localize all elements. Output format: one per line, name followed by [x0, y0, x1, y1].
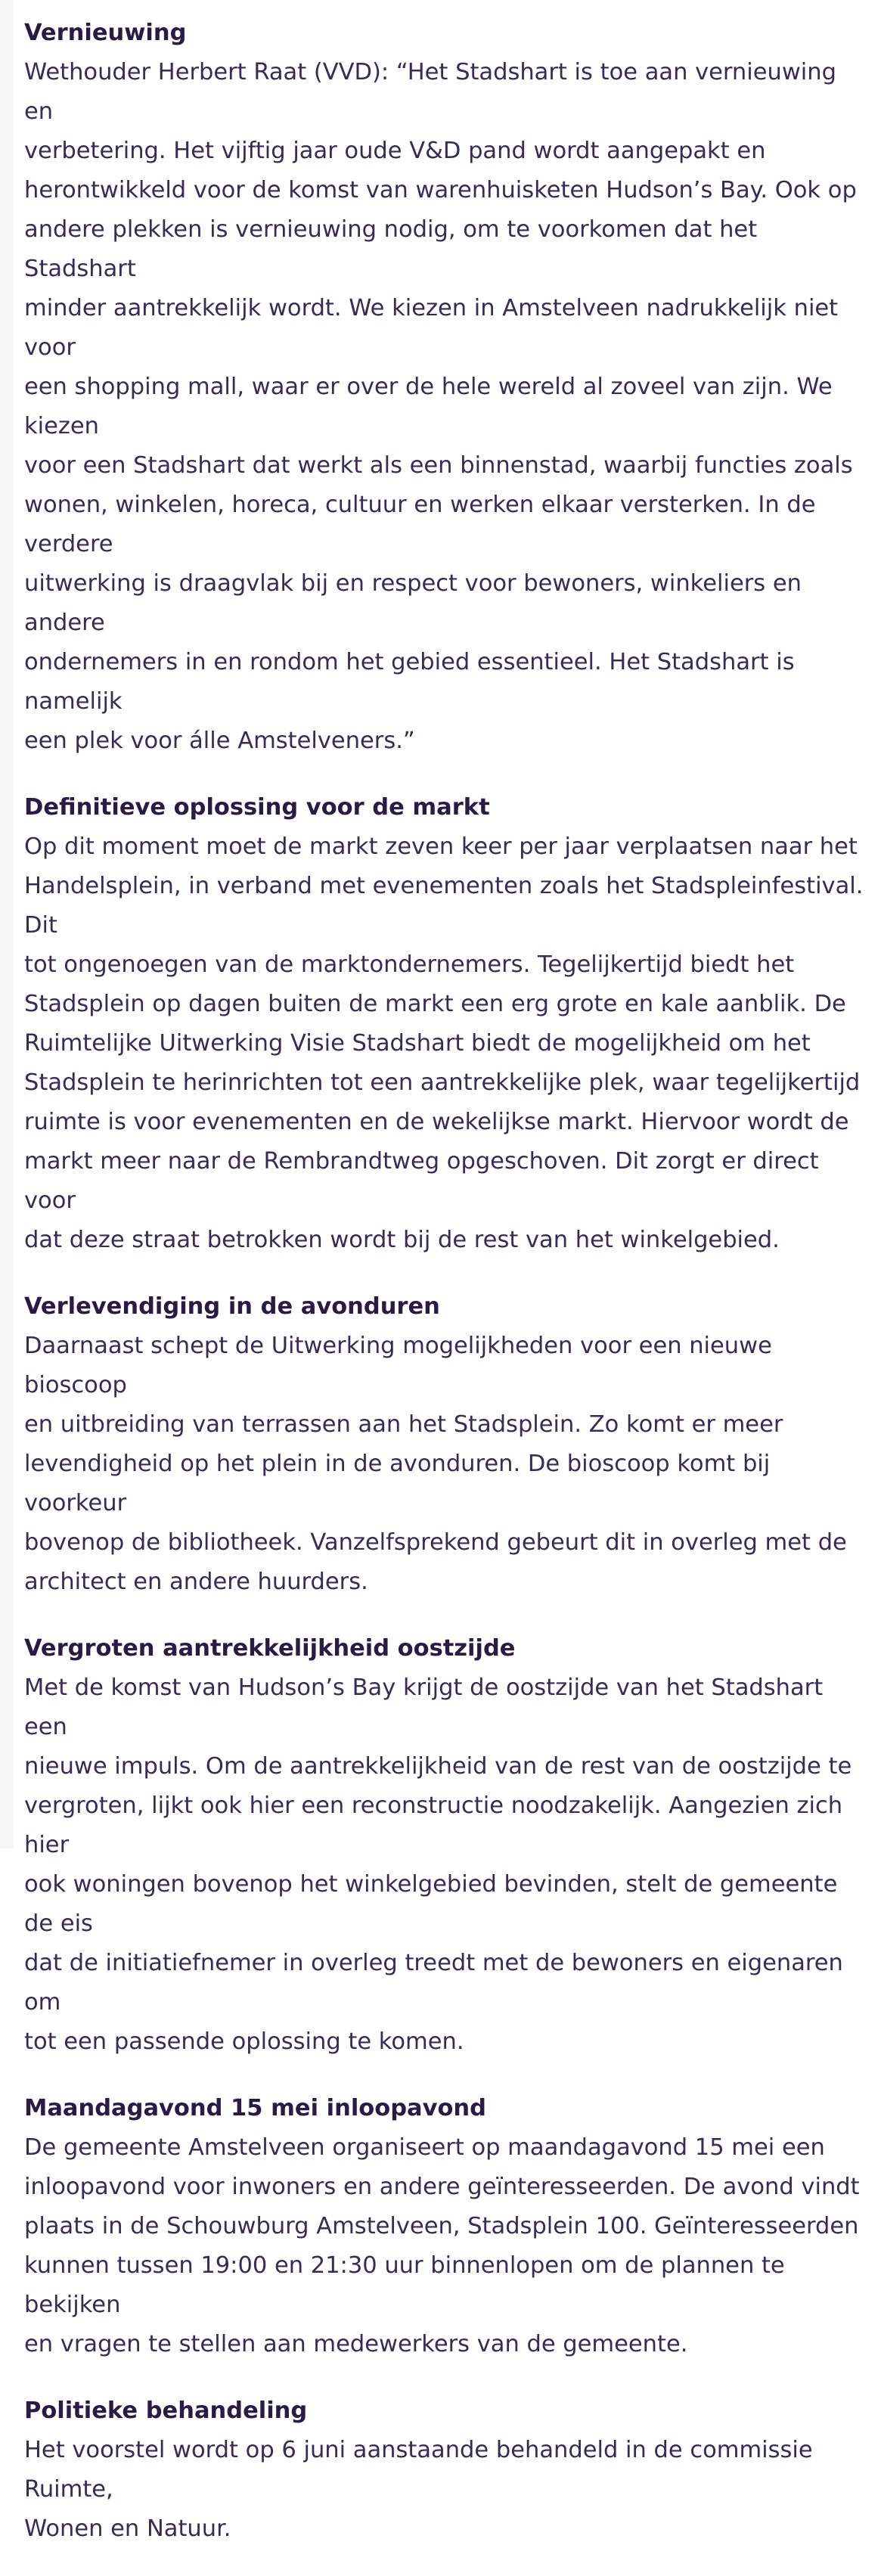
- section-inloopavond: [24, 2089, 871, 2364]
- paragraph-line: inloopavond voor inwoners en andere geïnteresseerden. De avond vindt: [24, 2174, 860, 2200]
- paragraph-line: kunnen tussen 19:00 en 21:30 uur binnenlopen om de plannen te bekijken: [24, 2252, 785, 2318]
- section-verlevendiging-avonduren: [24, 1287, 871, 1602]
- paragraph-line: andere plekken is vernieuwing nodig, om te voorkomen dat het Stadshart: [24, 216, 758, 282]
- section-paragraph: [24, 1668, 871, 2062]
- paragraph-line: bovenop de bibliotheek. Vanzelfsprekend gebeurt dit in overleg met de: [24, 1529, 847, 1556]
- section-heading: Definitieve oplossing voor de markt: [24, 794, 490, 821]
- paragraph-line: De gemeente Amstelveen organiseert op maandagavond 15 mei een: [24, 2134, 825, 2161]
- paragraph-line: een shopping mall, waar er over de hele wereld al zoveel van zijn. We kiezen: [24, 374, 833, 439]
- paragraph-line: Stadsplein op dagen buiten de markt een erg grote en kale aanblik. De: [24, 991, 846, 1017]
- section-vergroten-aantrekkelijkheid-oostzijde: [24, 1629, 871, 2062]
- paragraph-line: Met de komst van Hudson’s Bay krijgt de oostzijde van het Stadshart een: [24, 1674, 824, 1740]
- paragraph-line: Stadsplein te herinrichten tot een aantrekkelijke plek, waar tegelijkertijd: [24, 1069, 861, 1096]
- section-paragraph: [24, 2128, 871, 2364]
- section-heading: Politieke behandeling: [24, 2398, 308, 2424]
- paragraph-line: dat deze straat betrokken wordt bij de rest van het winkelgebied.: [24, 1227, 780, 1253]
- paragraph-line: en uitbreiding van terrassen aan het Stadsplein. Zo komt er meer: [24, 1411, 783, 1438]
- paragraph-line: levendigheid op het plein in de avonduren. De bioscoop komt bij voorkeur: [24, 1451, 771, 1516]
- paragraph-line: Daarnaast schept de Uitwerking mogelijkheden voor een nieuwe bioscoop: [24, 1333, 772, 1398]
- article-body: [24, 14, 871, 2576]
- section-paragraph: [24, 1327, 871, 1602]
- section-definitieve-oplossing-markt: [24, 788, 871, 1260]
- section-heading: Verlevendiging in de avonduren: [24, 1293, 440, 1320]
- section-heading: Vergroten aantrekkelijkheid oostzijde: [24, 1635, 516, 1662]
- paragraph-line: tot ongenoegen van de marktondernemers. Tegelijkertijd biedt het: [24, 951, 795, 978]
- paragraph-line: herontwikkeld voor de komst van warenhuisketen Hudson’s Bay. Ook op: [24, 177, 857, 203]
- paragraph-line: Wonen en Natuur.: [24, 2515, 231, 2542]
- left-margin-strip: [0, 0, 14, 1848]
- paragraph-line: uitwerking is draagvlak bij en respect voor bewoners, winkeliers en andere: [24, 570, 802, 636]
- section-paragraph: [24, 2431, 871, 2549]
- section-paragraph: [24, 827, 871, 1260]
- paragraph-line: ruimte is voor evenementen en de wekelijkse markt. Hiervoor wordt de: [24, 1109, 849, 1135]
- paragraph-line: wonen, winkelen, horeca, cultuur en werken elkaar versterken. In de verdere: [24, 492, 816, 557]
- paragraph-line: dat de initiatiefnemer in overleg treedt met de bewoners en eigenaren om: [24, 1950, 843, 2016]
- paragraph-line: nieuwe impuls. Om de aantrekkelijkheid van de rest van de oostzijde te: [24, 1753, 852, 1780]
- paragraph-line: vergroten, lijkt ook hier een reconstructie noodzakelijk. Aangezien zich hier: [24, 1792, 843, 1858]
- paragraph-line: Ruimtelijke Uitwerking Visie Stadshart biedt de mogelijkheid om het: [24, 1030, 811, 1057]
- paragraph-line: ook woningen bovenop het winkelgebied bevinden, stelt de gemeente de eis: [24, 1871, 838, 1937]
- paragraph-line: architect en andere huurders.: [24, 1569, 368, 1595]
- section-heading: Vernieuwing: [24, 20, 187, 46]
- paragraph-line: markt meer naar de Rembrandtweg opgeschoven. Dit zorgt er direct voor: [24, 1148, 819, 1214]
- paragraph-line: voor een Stadshart dat werkt als een binnenstad, waarbij functies zoals: [24, 452, 853, 479]
- paragraph-line: en vragen te stellen aan medewerkers van de gemeente.: [24, 2331, 688, 2357]
- paragraph-line: Wethouder Herbert Raat (VVD): “Het Stadshart is toe aan vernieuwing en: [24, 59, 836, 125]
- paragraph-line: minder aantrekkelijk wordt. We kiezen in Amstelveen nadrukkelijk niet voor: [24, 295, 839, 361]
- paragraph-line: ondernemers in en rondom het gebied essentieel. Het Stadshart is namelijk: [24, 649, 795, 715]
- paragraph-line: Handelsplein, in verband met evenementen zoals het Stadspleinfestival. Dit: [24, 873, 864, 939]
- paragraph-line: plaats in de Schouwburg Amstelveen, Stadsplein 100. Geïnteresseerden: [24, 2213, 859, 2239]
- paragraph-line: een plek voor álle Amstelveners.”: [24, 728, 415, 754]
- section-vernieuwing: [24, 14, 871, 761]
- paragraph-line: Het voorstel wordt op 6 juni aanstaande behandeld in de commissie Ruimte,: [24, 2437, 813, 2503]
- section-paragraph: [24, 53, 871, 761]
- section-politieke-behandeling: [24, 2391, 871, 2549]
- paragraph-line: tot een passende oplossing te komen.: [24, 2028, 464, 2055]
- paragraph-line: verbetering. Het vijftig jaar oude V&D pand wordt aangepakt en: [24, 138, 766, 164]
- section-heading: Maandagavond 15 mei inloopavond: [24, 2095, 486, 2121]
- paragraph-line: Op dit moment moet de markt zeven keer per jaar verplaatsen naar het: [24, 833, 858, 860]
